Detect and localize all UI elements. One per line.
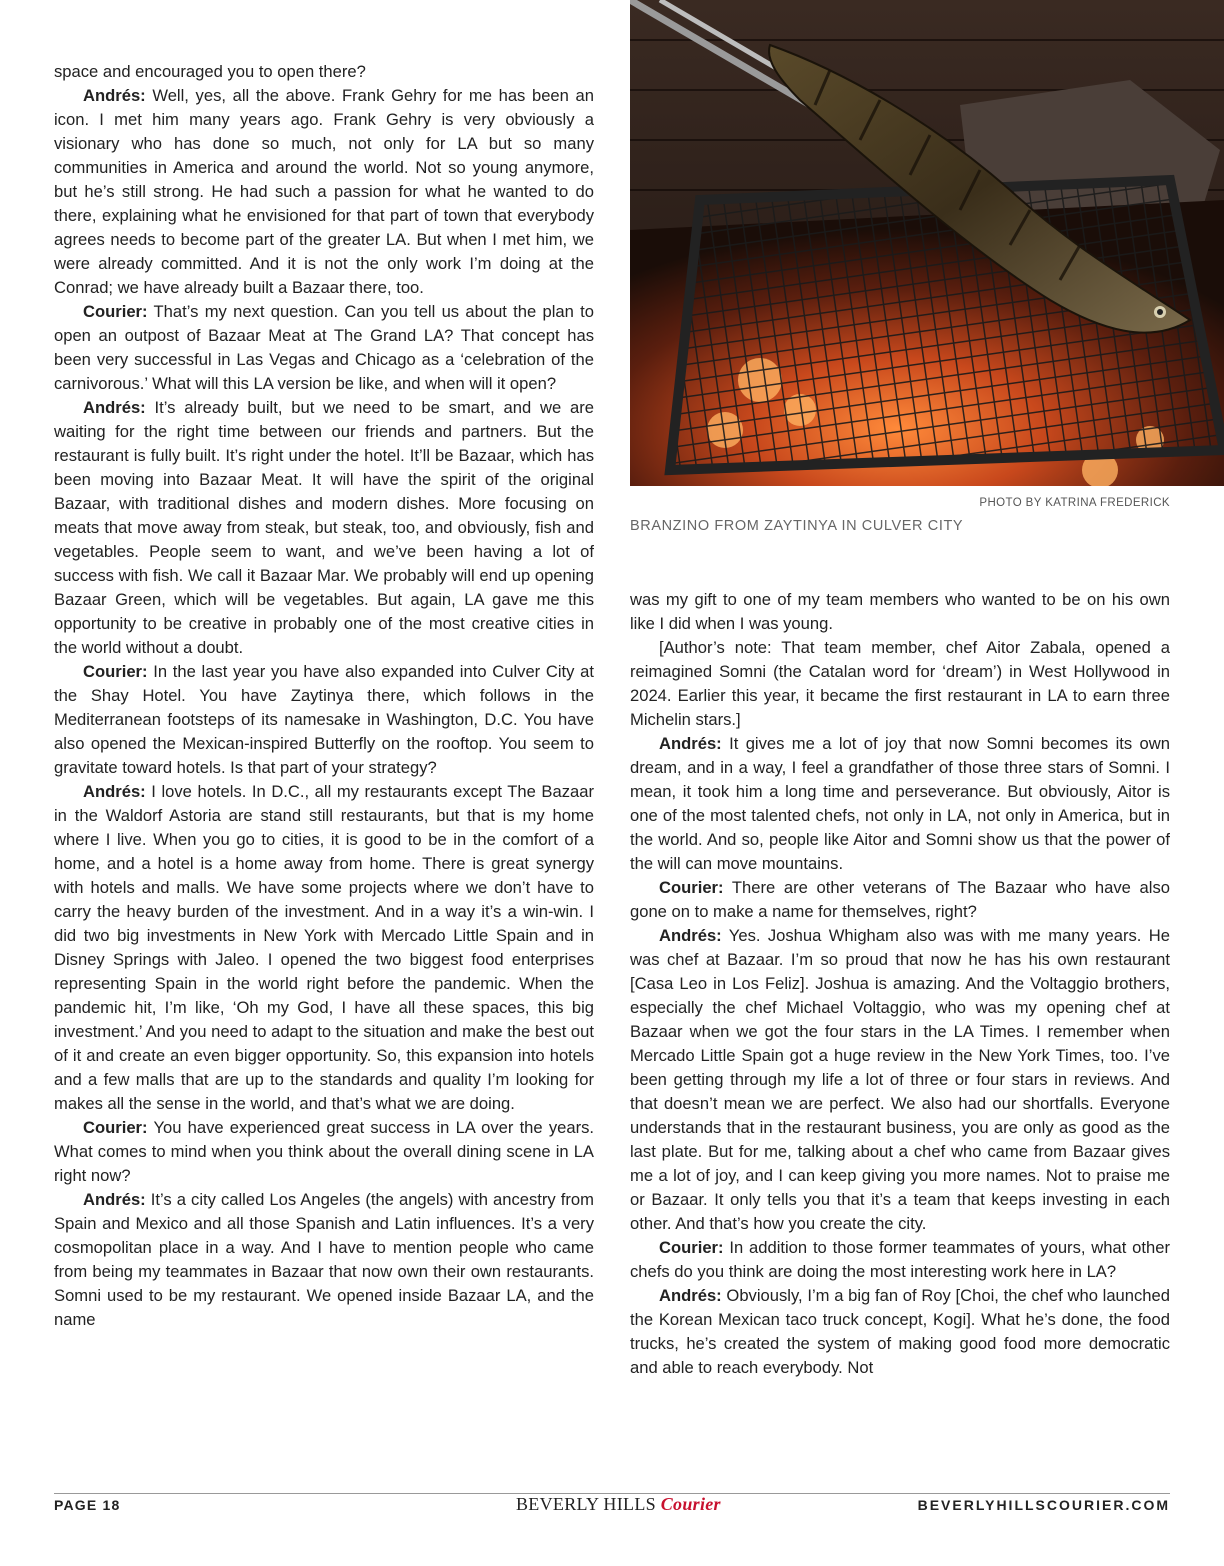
paragraph-text: In the last year you have also expanded into Culver City at the Shay Hotel. You have Zaytinya there, which follows in the Mediterranean footsteps of its namesake in Washington, D.C. You have also opened the Mexican-inspired Butterfly on the rooftop. You seem to gravitate toward hotels. Is that part of your strategy?: [54, 662, 594, 777]
article-paragraph: [54, 84, 594, 300]
publication-logo: [516, 1494, 721, 1515]
paragraph-text: It gives me a lot of joy that now Somni becomes its own dream, and in a way, I feel a grandfather of those three stars of Somni. I mean, it took him a long time and perseverance. But obviously, Aitor is one of the most talented chefs, not only in LA, not only in America, but in the world. And so, people like Aitor and Somni show us that the power of the will can move mountains.: [630, 734, 1170, 873]
speaker-label: Courier:: [83, 662, 148, 681]
article-paragraph: [54, 1188, 594, 1332]
article-column-right: [630, 588, 1170, 1476]
speaker-label: Andrés:: [83, 1190, 146, 1209]
paragraph-text: It’s a city called Los Angeles (the angels) with ancestry from Spain and Mexico and all those Spanish and Latin influences. It’s a very cosmopolitan place in a way. And I have to mention people who came from being my teammates in Bazaar that now own their own restaurants. Somni used to be my restaurant. We opened inside Bazaar LA, and the name: [54, 1190, 594, 1329]
paragraph-text: That’s my next question. Can you tell us about the plan to open an outpost of Bazaar Meat at The Grand LA? That concept has been very successful in Las Vegas and Chicago as a ‘celebration of the carnivorous.’ What will this LA version be like, and when will it open?: [54, 302, 594, 393]
article-column-left: [54, 60, 594, 1476]
paragraph-text: In addition to those former teammates of yours, what other chefs do you think are doing the most interesting work here in LA?: [630, 1238, 1170, 1281]
article-paragraph: [54, 396, 594, 660]
speaker-label: Andrés:: [659, 734, 722, 753]
article-paragraph: [630, 1284, 1170, 1380]
article-paragraph: [54, 660, 594, 780]
speaker-label: Andrés:: [83, 86, 146, 105]
logo-prefix: BEVERLY HILLS: [516, 1494, 656, 1514]
speaker-label: Courier:: [83, 302, 148, 321]
speaker-label: Courier:: [659, 1238, 724, 1257]
article-paragraph: [54, 780, 594, 1116]
paragraph-text: There are other veterans of The Bazaar who have also gone on to make a name for themselves, right?: [630, 878, 1170, 921]
paragraph-text: You have experienced great success in LA over the years. What comes to mind when you think about the overall dining scene in LA right now?: [54, 1118, 594, 1185]
page-number: PAGE 18: [54, 1497, 121, 1513]
article-paragraph: [630, 924, 1170, 1236]
article-paragraph: [630, 876, 1170, 924]
article-paragraph: [54, 1116, 594, 1188]
article-paragraph: [54, 300, 594, 396]
speaker-label: Andrés:: [659, 926, 722, 945]
speaker-label: Andrés:: [83, 398, 146, 417]
speaker-label: Andrés:: [83, 782, 146, 801]
speaker-label: Courier:: [83, 1118, 148, 1137]
paragraph-text: Well, yes, all the above. Frank Gehry for me has been an icon. I met him many years ago. Frank Gehry is very obviously a visionary who has done so much, not only for LA but so many communities in America and around the world. Not so young anymore, but he’s still strong. He had such a passion for what he wanted to do there, explaining what he envisioned for that part of town that everybody agrees needs to become part of the greater LA. But when I met him, we were already committed. And it is not the only work I’m doing at the Conrad; we have already built a Bazaar there, too.: [54, 86, 594, 297]
photo-caption: BRANZINO FROM ZAYTINYA IN CULVER CITY: [630, 518, 964, 534]
article-paragraph: [630, 636, 1170, 732]
paragraph-text: [Author’s note: That team member, chef Aitor Zabala, opened a reimagined Somni (the Catalan word for ‘dream’) in West Hollywood in 2024. Earlier this year, it became the first restaurant in LA to earn three Michelin stars.]: [630, 638, 1170, 729]
paragraph-text: was my gift to one of my team members who wanted to be on his own like I did when I was young.: [630, 590, 1170, 633]
article-paragraph: [54, 60, 594, 84]
paragraph-text: space and encouraged you to open there?: [54, 62, 366, 81]
article-paragraph: [630, 588, 1170, 636]
article-photo: [630, 0, 1224, 486]
article-paragraph: [630, 1236, 1170, 1284]
article-paragraph: [630, 732, 1170, 876]
grilled-fish-illustration: [630, 0, 1224, 486]
photo-credit: PHOTO BY KATRINA FREDERICK: [979, 497, 1170, 509]
website-url[interactable]: BEVERLYHILLSCOURIER.COM: [917, 1497, 1170, 1513]
paragraph-text: It’s already built, but we need to be smart, and we are waiting for the right time between our friends and partners. But the restaurant is fully built. It’s right under the hotel. It’ll be Bazaar, which has been moving into Bazaar Meat. It will have the spirit of the original Bazaar, with traditional dishes and modern dishes. More focusing on meats that move away from steak, but steak, too, and obviously, fish and vegetables. People seem to want, and we’ve been having a lot of success with fish. We call it Bazaar Mar. We probably will end up opening Bazaar Green, which will be vegetables. But again, LA gave me this opportunity to be creative in probably one of the most creative cities in the world without a doubt.: [54, 398, 594, 657]
paragraph-text: Yes. Joshua Whigham also was with me many years. He was chef at Bazaar. I’m so proud that now he has his own restaurant [Casa Leo in Los Feliz]. Joshua is amazing. And the Voltaggio brothers, especially the chef Michael Voltaggio, who was my opening chef at Bazaar when we got the four stars in the LA Times. I remember when Mercado Little Spain got a huge review in the New York Times, too. I’ve been getting through my life a lot of three or four stars in reviews. And that doesn’t mean we are perfect. We also had our shortfalls. Everyone understands that in the restaurant business, you are only as good as the last plate. But for me, talking about a chef who came from Bazaar gives me a lot of joy, and I can keep giving you more names. Not to praise me or Bazaar. It only tells you that it’s a team that keeps investing in each other. And that’s how you create the city.: [630, 926, 1170, 1233]
logo-brand: Courier: [660, 1494, 721, 1514]
speaker-label: Andrés:: [659, 1286, 722, 1305]
paragraph-text: Obviously, I’m a big fan of Roy [Choi, the chef who launched the Korean Mexican taco truck concept, Kogi]. What he’s done, the food trucks, he’s created the system of making good food more democratic and able to reach everybody. Not: [630, 1286, 1170, 1377]
paragraph-text: I love hotels. In D.C., all my restaurants except The Bazaar in the Waldorf Astoria are stand still restaurants, but that is my home where I live. When you go to cities, it is good to be in the comfort of a home, and a hotel is a home away from home. There is great synergy with hotels and malls. We have some projects where we don’t have to carry the heavy burden of the investment. And in a way it’s a win-win. I did two big investments in New York with Mercado Little Spain and in Disney Springs with Jaleo. I opened the two biggest food enterprises representing Spain in the world right before the pandemic. When the pandemic hit, I’m like, ‘Oh my God, I have all these spaces, this big investment.’ And you need to adapt to the situation and make the best out of it and create an even bigger opportunity. So, this expansion into hotels and a few malls that are up to the standards and quality I’m looking for makes all the sense in the world, and that’s what we are doing.: [54, 782, 594, 1113]
speaker-label: Courier:: [659, 878, 724, 897]
